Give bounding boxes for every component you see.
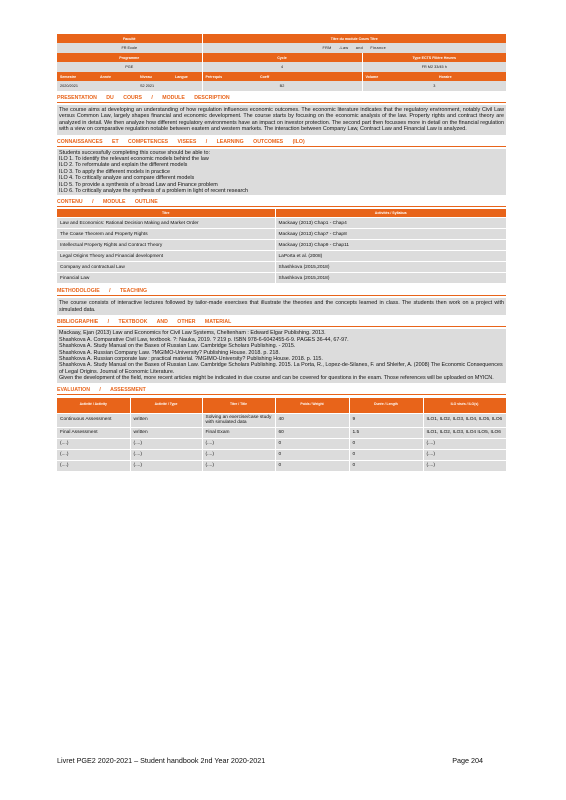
semester-value: 2020/2021 <box>57 81 137 91</box>
table-cell: 40 <box>275 413 349 427</box>
header-cell: Volume <box>362 72 436 81</box>
header-cell: Langue <box>172 72 202 81</box>
table-cell: (....) <box>130 460 202 471</box>
page-footer <box>57 756 483 765</box>
list-item: Shashkova A. Study Manual on the Bases of Russian Law. Cambridge Scholars Publishing. 2015. La Porta, R., Lopez-de-Silanes, F. and Shleifer, A. (2008) The Economic Consequences of Legal Origins. Journal of Economic Literature. <box>59 362 503 375</box>
course-header-row3 <box>57 72 506 91</box>
list-item: Mackaay, Ejan (2013) Law and Economics for Civil Law Systems, Cheltenham : Edward Elgar Publishing. 2013. <box>59 330 326 337</box>
table-cell: 0 <box>349 438 423 449</box>
header-cell: Année <box>97 72 137 81</box>
learning-outcomes-title: CONNAISSANCES ET COMPETENCES VISEES / LEARNING OUTCOMES (ILO) <box>57 138 506 147</box>
bibliography-list <box>57 329 506 382</box>
table-cell: 0 <box>349 460 423 471</box>
table-cell: (....) <box>202 460 275 471</box>
cycle-value: 4 <box>202 62 362 72</box>
learning-outcomes-list <box>57 149 506 196</box>
module-outline-title: CONTENU / MODULE OUTLINE <box>57 198 506 207</box>
bibliography-title: BIBLIOGRAPHIE / TEXTBOOK AND OTHER MATERIAL <box>57 318 506 327</box>
table-row <box>57 460 506 471</box>
header-cell: Horaire <box>436 72 506 81</box>
program-label: Programme <box>57 53 202 62</box>
table-cell: Company and contractual Law <box>57 262 275 273</box>
table-row <box>57 449 506 460</box>
table-cell: 0 <box>275 460 349 471</box>
table-row <box>57 240 506 251</box>
table-cell: (....) <box>423 460 506 471</box>
table-row <box>57 229 506 240</box>
list-item: Shashkova A. Russian Company Law. ?MGIMO-University? Publishing House. 2018. p. 218. <box>59 349 280 356</box>
course-header-table <box>57 34 506 72</box>
level-value: B2 <box>202 81 362 91</box>
table-row <box>57 427 506 438</box>
table-header: Durée / Length <box>349 398 423 414</box>
type-value: FR M2 33/45 h <box>362 62 506 72</box>
table-header: Activités / Syllabus <box>275 209 506 218</box>
list-item: ILO 5. To provide a synthesis of a broad Law and Finance problem <box>59 181 218 188</box>
header-cell: Prérequis <box>202 72 257 81</box>
header-cell: Semestre <box>57 72 97 81</box>
presentation-text: The course aims at developing an understanding of how regulation influences economic outcomes. The economic literature indicates that the regulatory environment, notably Civil Law versus Common Law, largely shapes financial and economic development. The course starts by focusing on the economic analysis of the law. Property rights and contract theory are analyzed in detail. We then analyze how different regulatory environments have an impact on investor protection. The second part then focusses more in detail on the financial regulation with a view on comparative regulation notable between eastern and western markets. The interaction between Company Law, Contract Law and Financial Law is analyzed. <box>57 105 506 135</box>
coeff-value: 3 <box>362 81 506 91</box>
table-cell: Final Assessment <box>57 427 130 438</box>
footer-handbook-title: Livret PGE2 2020-2021 – Student handbook 2nd Year 2020-2021 <box>57 756 266 765</box>
list-item: ILO 6. To critically analyze the synthesis of a problem in light of recent research <box>59 188 248 195</box>
assessment-table <box>57 398 507 472</box>
table-row <box>57 438 506 449</box>
table-cell: Final Exam <box>202 427 275 438</box>
table-cell: (....) <box>57 460 130 471</box>
table-cell: Continuous Assessment <box>57 413 130 427</box>
assessment-title: EVALUATION / ASSESSMENT <box>57 386 506 395</box>
table-cell: 0 <box>349 449 423 460</box>
table-cell: Shashkova (2015,2018) <box>275 273 506 284</box>
table-cell: ILO1, ILO2, ILO3, ILO4, ILO5, ILO6 <box>423 413 506 427</box>
table-cell: written <box>130 427 202 438</box>
course-sheet <box>57 34 506 472</box>
type-label: Type ECTS Filière Heures <box>362 53 506 62</box>
table-header: Activité / Type <box>130 398 202 414</box>
header-cell: Coeff <box>257 72 362 81</box>
table-header: Titre <box>57 209 275 218</box>
table-cell: Mackaay (2013) Chap1 - Chap4 <box>275 218 506 229</box>
course-title: FRM -Law and Finance <box>202 43 506 53</box>
faculty-label: Faculté <box>57 34 202 43</box>
faculty-value: FR Ecole <box>57 43 202 53</box>
list-item: Shashkova A. Study Manual on the Bases of Russian Law. Cambridge Scholars Publishing. - 2015. <box>59 343 296 350</box>
table-cell: 9 <box>349 413 423 427</box>
table-cell: written <box>130 413 202 427</box>
list-item: ILO 2. To reformulate and explain the different models <box>59 162 188 169</box>
table-row <box>57 273 506 284</box>
table-row <box>57 218 506 229</box>
table-cell: (....) <box>202 449 275 460</box>
page-number: Page 204 <box>452 756 483 765</box>
table-cell: (....) <box>130 438 202 449</box>
year-value: S2 2021 <box>137 81 202 91</box>
cycle-label: Cycle <box>202 53 362 62</box>
table-cell: 0 <box>275 449 349 460</box>
table-cell: (....) <box>423 438 506 449</box>
presentation-title: PRESENTATION DU COURS / MODULE DESCRIPTION <box>57 94 506 103</box>
module-title-labels: Titre du module Cours Titre <box>202 34 506 43</box>
table-cell: (....) <box>202 438 275 449</box>
table-cell: 1.5 <box>349 427 423 438</box>
table-cell: Shashkova (2015,2018) <box>275 262 506 273</box>
list-item: ILO 4. To critically analyze and compare different models <box>59 175 195 182</box>
table-cell: ILO1, ILO2, ILO3, ILO4 ILO5, ILO6 <box>423 427 506 438</box>
list-item: Shashkova A. Comparative Civil Law, textbook. ?: Nauka, 2019. ? 219 p. ISBN 978-6-6042455-6-9. PAGES 36-44, 67-97. <box>59 336 349 343</box>
module-outline-table <box>57 209 506 284</box>
table-cell: Law and Economics: Rational Decision Making and Market Order <box>57 218 275 229</box>
list-item: Given the development of the field, more recent articles might be indicated in due course and can be covered for questions in the exam. Those references will be uploaded on MYICN. <box>59 375 494 382</box>
table-header: Titre / Title <box>202 398 275 414</box>
table-cell: Financial Law <box>57 273 275 284</box>
table-header: Activité / Activity <box>57 398 130 414</box>
table-cell: (....) <box>57 449 130 460</box>
table-header: ILO visés / ILO(s) <box>423 398 506 414</box>
table-cell: Legal Origins Theory and Financial development <box>57 251 275 262</box>
list-item: Shashkova A. Russian corporate law : practical material. ?MGIMO-University? Publishing House. 2018. p. 115. <box>59 355 323 362</box>
table-cell: 60 <box>275 427 349 438</box>
list-item: Students successfully completing this course should be able to: <box>59 149 211 156</box>
table-cell: Solving an exercise/case study with simulated data <box>202 413 275 427</box>
table-cell: (....) <box>423 449 506 460</box>
table-cell: Mackaay (2013) Chap7 - Chap8 <box>275 229 506 240</box>
table-cell: The Coase Theorem and Property Rights <box>57 229 275 240</box>
table-cell: 0 <box>275 438 349 449</box>
teaching-title: METHODOLOGIE / TEACHING <box>57 287 506 296</box>
list-item: ILO 3. To apply the different models in practice <box>59 168 170 175</box>
table-row <box>57 251 506 262</box>
table-cell: (....) <box>57 438 130 449</box>
table-cell: (....) <box>130 449 202 460</box>
table-row <box>57 262 506 273</box>
table-row <box>57 413 506 427</box>
program-value: PGE <box>57 62 202 72</box>
list-item: ILO 1. To identify the relevant economic models behind the law <box>59 156 209 163</box>
table-cell: Mackaay (2013) Chap9 - Chap11 <box>275 240 506 251</box>
table-cell: LaPorta et al. (2008) <box>275 251 506 262</box>
teaching-text: The course consists of interactive lectures followed by tailor-made exercises that illustrate the theories and the concepts learned in class. The students then work on a project with simulated data. <box>57 298 506 315</box>
header-cell: Niveau <box>137 72 172 81</box>
table-cell: Intellectual Property Rights and Contract Theory <box>57 240 275 251</box>
table-header: Poids / Weight <box>275 398 349 414</box>
